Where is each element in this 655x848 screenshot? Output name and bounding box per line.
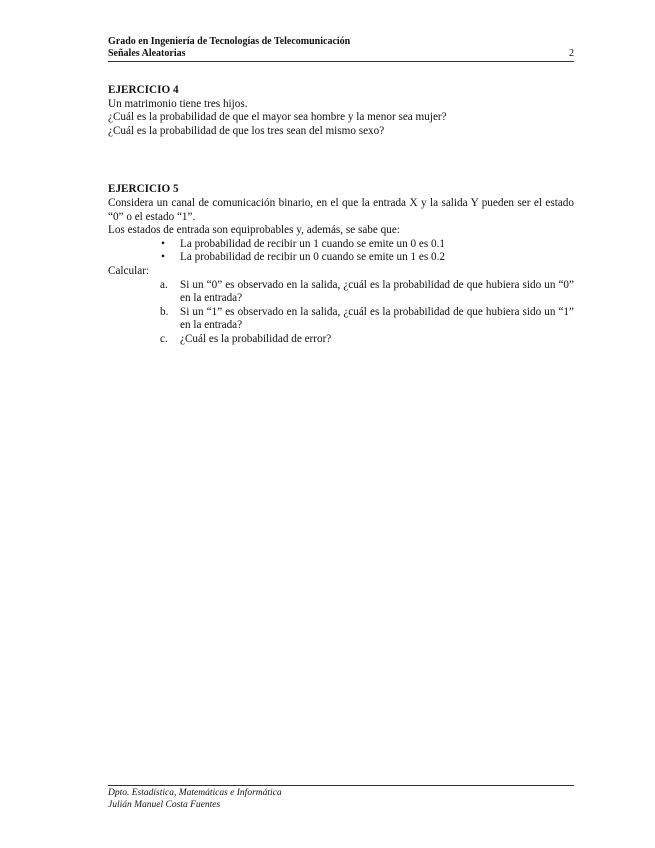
exercise-4-line: ¿Cuál es la probabilidad de que los tres sean del mismo sexo? (108, 124, 385, 137)
question-text: Si un “1” es observado en la salida, ¿cuál es la probabilidad de que hubiera sido un “1” en la entrada? (180, 305, 574, 332)
question-marker: b. (160, 305, 169, 318)
header-divider (108, 61, 574, 62)
exercise-5-intro: Considera un canal de comunicación binario, en el que la entrada X y la salida Y pueden ser el estado “0” o el estado “1”. (108, 196, 574, 223)
exercise-5-states: Los estados de entrada son equiprobables y, además, se sabe que: (108, 224, 400, 237)
page-content (108, 84, 574, 347)
question-item (108, 306, 574, 333)
exercise-5-title: EJERCICIO 5 (108, 183, 179, 196)
page-header (108, 36, 574, 60)
calcular-label: Calcular: (108, 264, 150, 277)
question-marker: a. (160, 278, 168, 291)
header-subject: Señales Aleatorias (108, 48, 186, 59)
exercise-4-line: Un matrimonio tiene tres hijos. (108, 97, 248, 110)
footer-department: Dpto. Estadística, Matemáticas e Informática (108, 788, 282, 798)
question-item (108, 333, 574, 347)
exercise-4-line: ¿Cuál es la probabilidad de que el mayor sea hombre y la menor sea mujer? (108, 111, 447, 124)
exercise-5 (108, 183, 574, 346)
question-item (108, 279, 574, 306)
exercise-4-title: EJERCICIO 4 (108, 84, 179, 96)
footer-author: Julián Manuel Costa Fuentes (108, 799, 221, 810)
page-number: 2 (569, 48, 574, 59)
question-text: Si un “0” es observado en la salida, ¿cuál es la probabilidad de que hubiera sido un “0” en la entrada? (180, 278, 574, 305)
question-list (108, 279, 574, 347)
question-marker: c. (160, 332, 168, 345)
given-item: • La probabilidad de recibir un 1 cuando se emite un 0 es 0.1 (108, 238, 574, 252)
exercise-4 (108, 84, 574, 138)
footer-divider (108, 785, 574, 786)
given-list (108, 238, 574, 265)
question-text: ¿Cuál es la probabilidad de error? (180, 332, 332, 345)
header-course: Grado en Ingeniería de Tecnologías de Telecomunicación (108, 36, 351, 47)
page-footer (108, 788, 574, 811)
given-item: • La probabilidad de recibir un 0 cuando se emite un 1 es 0.2 (108, 251, 574, 265)
header-row (108, 48, 574, 60)
